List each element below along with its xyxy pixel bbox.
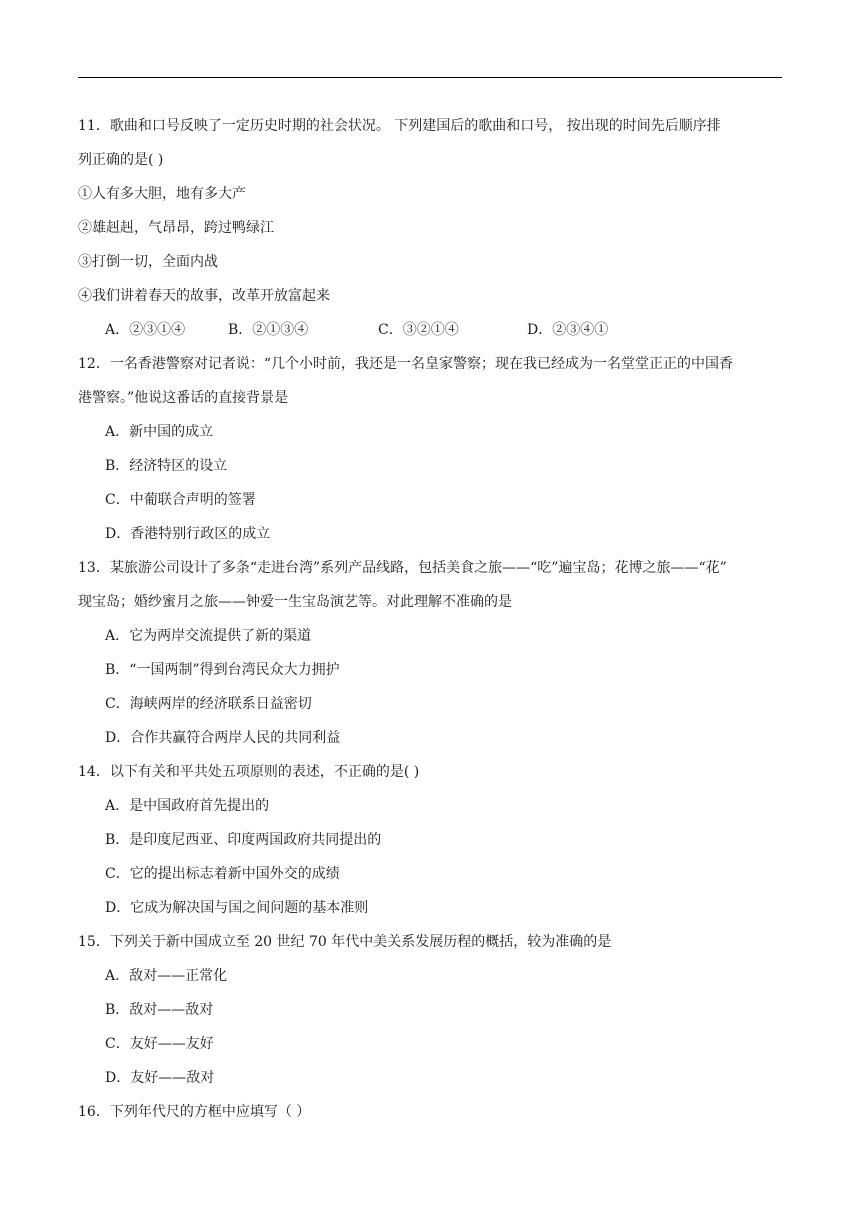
option-b[interactable]: B．敌对——敌对	[105, 1002, 214, 1018]
question-11-stem-line-2: 列正确的是( )	[78, 152, 164, 168]
question-12-stem-line-1	[78, 347, 784, 381]
question-stem: 某旅游公司设计了多条“走进台湾”系列产品线路，包括美食之旅——“吃”遍宝岛；花博之旅——“花”	[109, 560, 727, 576]
option-a[interactable]: A．敌对——正常化	[105, 968, 228, 984]
question-stem: 下列关于新中国成立至 20 世纪 70 年代中美关系发展历程的概括，较为准确的是	[109, 934, 612, 950]
question-number: 12．	[78, 356, 110, 372]
option-c[interactable]: C．海峡两岸的经济联系日益密切	[105, 696, 312, 712]
statement: ③打倒一切，全面内战	[78, 254, 218, 270]
question-stem: 歌曲和口号反映了一定历史时期的社会状况。 下列建国后的歌曲和口号， 按出现的时间先后顺序排	[109, 118, 721, 134]
question-number: 11．	[78, 118, 110, 134]
option-d[interactable]: D．香港特别行政区的成立	[105, 526, 271, 542]
question-stem: 一名香港警察对记者说：“几个小时前，我还是一名皇家警察；现在我已经成为一名堂堂正正的中国香	[109, 356, 733, 372]
question-13-stem-line-1	[78, 551, 784, 585]
question-list	[78, 109, 784, 1129]
option-d[interactable]: D．它成为解决国与国之间问题的基本准则	[105, 900, 369, 916]
statement: ②雄赳赳，气昂昂，跨过鸭绿江	[78, 220, 274, 236]
option-b[interactable]: B．②①③④	[228, 322, 309, 338]
option-a[interactable]: A．是中国政府首先提出的	[105, 798, 270, 814]
statement: ①人有多大胆，地有多大产	[78, 186, 246, 202]
question-14-stem-line-1	[78, 755, 784, 789]
question-11-options	[78, 313, 784, 347]
question-number: 13．	[78, 560, 110, 576]
question-number: 16．	[78, 1104, 110, 1120]
option-d[interactable]: D．友好——敌对	[105, 1070, 215, 1086]
question-number: 14．	[78, 764, 110, 780]
option-a[interactable]: A．②③①④	[105, 322, 186, 338]
option-b[interactable]: B．经济特区的设立	[105, 458, 228, 474]
question-11-stem-line-1	[78, 109, 784, 143]
statement: ④我们讲着春天的故事，改革开放富起来	[78, 288, 330, 304]
option-d[interactable]: D．合作共赢符合两岸人民的共同利益	[105, 730, 341, 746]
question-13-stem-line-2: 现宝岛；婚纱蜜月之旅——钟爱一生宝岛演艺等。对此理解不准确的是	[78, 594, 512, 610]
question-12-stem-line-2: 港警察。”他说这番话的直接背景是	[78, 390, 289, 406]
option-a[interactable]: A．它为两岸交流提供了新的渠道	[105, 628, 312, 644]
question-number: 15．	[78, 934, 110, 950]
option-b[interactable]: B．“一国两制”得到台湾民众大力拥护	[105, 662, 340, 678]
option-c[interactable]: C．③②①④	[378, 322, 459, 338]
option-d[interactable]: D．②③④①	[527, 322, 609, 338]
option-a[interactable]: A．新中国的成立	[105, 424, 214, 440]
question-stem: 以下有关和平共处五项原则的表述，不正确的是( )	[109, 764, 420, 780]
option-b[interactable]: B．是印度尼西亚、印度两国政府共同提出的	[105, 832, 382, 848]
question-stem: 下列年代尺的方框中应填写（ ）	[109, 1104, 311, 1120]
option-c[interactable]: C．友好——友好	[105, 1036, 214, 1052]
option-c[interactable]: C．中葡联合声明的签署	[105, 492, 256, 508]
question-15-stem-line-1	[78, 925, 784, 959]
header-rule	[78, 77, 782, 78]
option-c[interactable]: C．它的提出标志着新中国外交的成绩	[105, 866, 340, 882]
question-16-stem-line-1	[78, 1095, 784, 1129]
